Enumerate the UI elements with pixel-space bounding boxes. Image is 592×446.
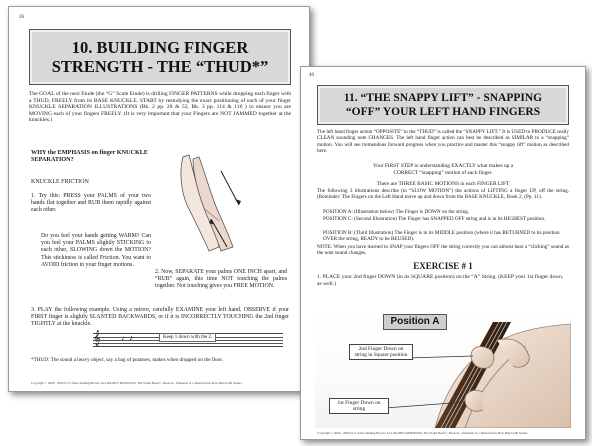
staff-annotation: Keep 1 down with the 2.: [159, 333, 216, 342]
step-3: 3. PLAY the following example. Using a mirror, carefully EXAMINE your left hand. OBSERVE if your FIRST finger is slightly SLANTED BACKWARDS, or if it is INCORRECTLY TOUCHING the 2nd finger TIGHTLY at the knuckle.: [31, 307, 289, 328]
illustrations-text: The following 3 illustrations describe (in “SLOW MOTION”) the actions of LIFTING a finger UP, off the string. (Reminder: The Fingers on the Left Hand move up and down from the BASE KNUCKLE, Book 2, (Pp. 11).: [317, 188, 569, 201]
footnote: *THUD: The sound a heavy object, say a bag of potatoes, makes when dropped on the floor.: [31, 357, 223, 363]
position-b-text: POSITION B: (Third Illustration) The Finger is in its MIDDLE position (where it has RETURNED to its position OVER the string, READY to be REUSED).: [323, 230, 560, 243]
step-1a: 1. Try this: PRESS your PALMS of your two hands flat together and RUB them rapidly against each other.: [31, 193, 151, 214]
why-heading: WHY the EMPHASIS on finger KNUCKLE SEPARATION?: [31, 149, 149, 164]
callout-1st-finger: 1st Finger Down on string: [329, 398, 389, 414]
chapter-title: [29, 29, 291, 85]
exercise-1-text: 1. PLACE your 2nd finger DOWN (in its SQUARE position) on the “A” String. (KEEP your 1st finger down, as well.): [317, 274, 564, 287]
position-c-text: POSITION C: (Second Illustration) The Finger has SNAPPED OFF string and is in its HIGHEST position.: [323, 216, 546, 222]
first-step-line2: CORRECT “snapping” motion of each finger.: [393, 170, 493, 176]
intro-paragraph: The left hand finger action “OPPOSITE” to the “THUD” is called the “SNAPPY LIFT.” It is USED to PRODUCE really CLEAN sounding note CHANGES. The left hand finger action can best be described as SIMILAR to a “snapping” motion. You will see tremendous forward progress when you practice and master this “snappy lift” motion as described here.: [317, 129, 569, 154]
friction-heading: KNUCKLE FRICTION: [31, 179, 89, 185]
chapter-title-line1: 10. BUILDING FINGER: [71, 38, 249, 57]
copyright-footer: Copyright © 2009 - 2006 by S. Eden-Tanning Brown. ALL RIGHTS RESERVED. The Violin Book®, Book 4a - Elements of a Tension-Free Bow Hand with Sonata: [317, 431, 528, 435]
note-icon: ♩♪: [121, 333, 133, 342]
page-number: 40: [309, 73, 314, 78]
three-motions: There are THREE BASIC MOTIONS in each FINGER LIFT: [376, 181, 510, 187]
callout-2nd-finger: 2nd Finger Down on string in Square position: [349, 344, 413, 360]
chapter-title-line1: 11. “THE SNAPPY LIFT” - SNAPPING: [343, 92, 543, 104]
left-page: [8, 6, 310, 392]
intro-paragraph: The GOAL of the next Etude (the “G” Scale Etude) is drilling FINGER PATTERNS while dropping each finger with a THUD, FREELY from its BASE KNUCKLE. START by restudying the exact positioning of each of your finger KNUCKLE SEPARATION ILLUSTRATIONS (Bk. 2 pp. 28 & 52, Bk. 3 pp. 114 & 116 ) to ensure you are MOVING each of your fingers FREELY. (It is very important that your Fingers are NOT JAMMED together at the knuckles.): [29, 91, 291, 124]
chapter-title-line2: STRENGTH - THE “THUD*”: [51, 57, 269, 76]
chapter-title-line2: “OFF” YOUR LEFT HAND FINGERS: [345, 106, 541, 118]
hand-photo: [315, 310, 571, 428]
treble-clef-icon: 𝄞: [93, 330, 101, 345]
step-2: 2. Now, SEPARATE your palms ONE INCH apart, and “RUB” again, this time NOT touching the palms together. Not touching gives you FREE MOTION.: [155, 269, 287, 290]
note-text: NOTE: When you have learned to SNAP your fingers OFF the string correctly you can almost hear a “clicking” sound as the note sound changes.: [317, 244, 569, 257]
first-step-line1: Your FIRST STEP is understanding EXACTLY what makes up a: [372, 163, 514, 169]
hands-illustration: [159, 147, 289, 267]
page-number: 36: [19, 15, 24, 20]
step-1b: Do you feel your hands getting WARM? Can you feel your PALMS slightly STICKING to each other, SLOWING down the MOTION? This stickiness is called Friction. You want to AVOID friction in your finger motions.: [41, 233, 151, 268]
copyright-footer: Copyright © 2009 - 2006 by S. Eden-Tanning Brown. ALL RIGHTS RESERVED. The Violin Book®, Book 4a - Elements of a Tension-Free Bow Hand with Sonata: [31, 381, 242, 385]
exercise-heading: EXERCISE # 1: [413, 261, 473, 271]
right-page: [300, 66, 586, 440]
chapter-title: [317, 85, 569, 125]
position-a-label: Position A: [383, 314, 447, 330]
position-a-text: POSITION A: (Illustration below) The Finger is DOWN on the string.: [323, 209, 470, 215]
